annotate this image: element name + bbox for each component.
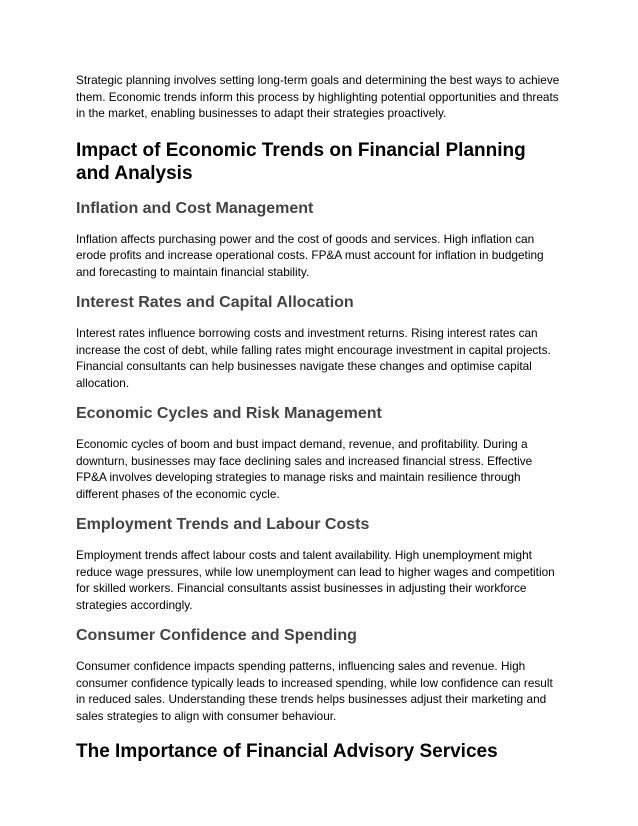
section-interest-rates [76, 293, 562, 391]
section-paragraph: Interest rates influence borrowing costs and investment returns. Rising interest rates can increase the cost of debt, while falling rates might encourage investment in capital projects. Financial consultants can help businesses navigate these changes and optimise capital allocation. [76, 326, 551, 390]
main-heading: Impact of Economic Trends on Financial Planning and Analysis [76, 139, 526, 184]
section-employment [76, 515, 562, 613]
section-paragraph: Economic cycles of boom and bust impact demand, revenue, and profitability. During a downturn, businesses may face declining sales and increased financial stress. Effective FP&A involves developing strategies to manage risks and maintain resilience through different phases of the economic cycle. [76, 437, 533, 501]
section-heading: Economic Cycles and Risk Management [76, 405, 382, 422]
intro-paragraph: Strategic planning involves setting long-term goals and determining the best ways to achieve them. Economic trends inform this process by highlighting potential opportunities and threats in the market, enabling businesses to adapt their strategies proactively. [76, 73, 560, 120]
section-economic-cycles [76, 404, 562, 502]
section-paragraph: Employment trends affect labour costs and talent availability. High unemployment might reduce wage pressures, while low unemployment can lead to higher wages and competition for skilled workers. Financial consultants assist businesses in adjusting their workforce strategies accordingly. [76, 548, 555, 612]
section-paragraph: Inflation affects purchasing power and the cost of goods and services. High inflation can erode profits and increase operational costs. FP&A must account for inflation in budgeting and forecasting to maintain financial stability. [76, 231, 544, 279]
section-consumer-confidence [76, 626, 562, 724]
closing-heading: The Importance of Financial Advisory Services [76, 741, 498, 762]
section-heading: Consumer Confidence and Spending [76, 627, 357, 644]
section-heading: Employment Trends and Labour Costs [76, 516, 370, 533]
section-heading: Interest Rates and Capital Allocation [76, 294, 354, 311]
section-heading: Inflation and Cost Management [76, 199, 314, 217]
section-paragraph: Consumer confidence impacts spending patterns, influencing sales and revenue. High consumer confidence typically leads to increased spending, while low confidence can result in reduced sales. Understanding these trends helps businesses adjust their marketing and sales strategies to align with consumer behaviour. [76, 659, 553, 723]
section-inflation [76, 199, 562, 281]
